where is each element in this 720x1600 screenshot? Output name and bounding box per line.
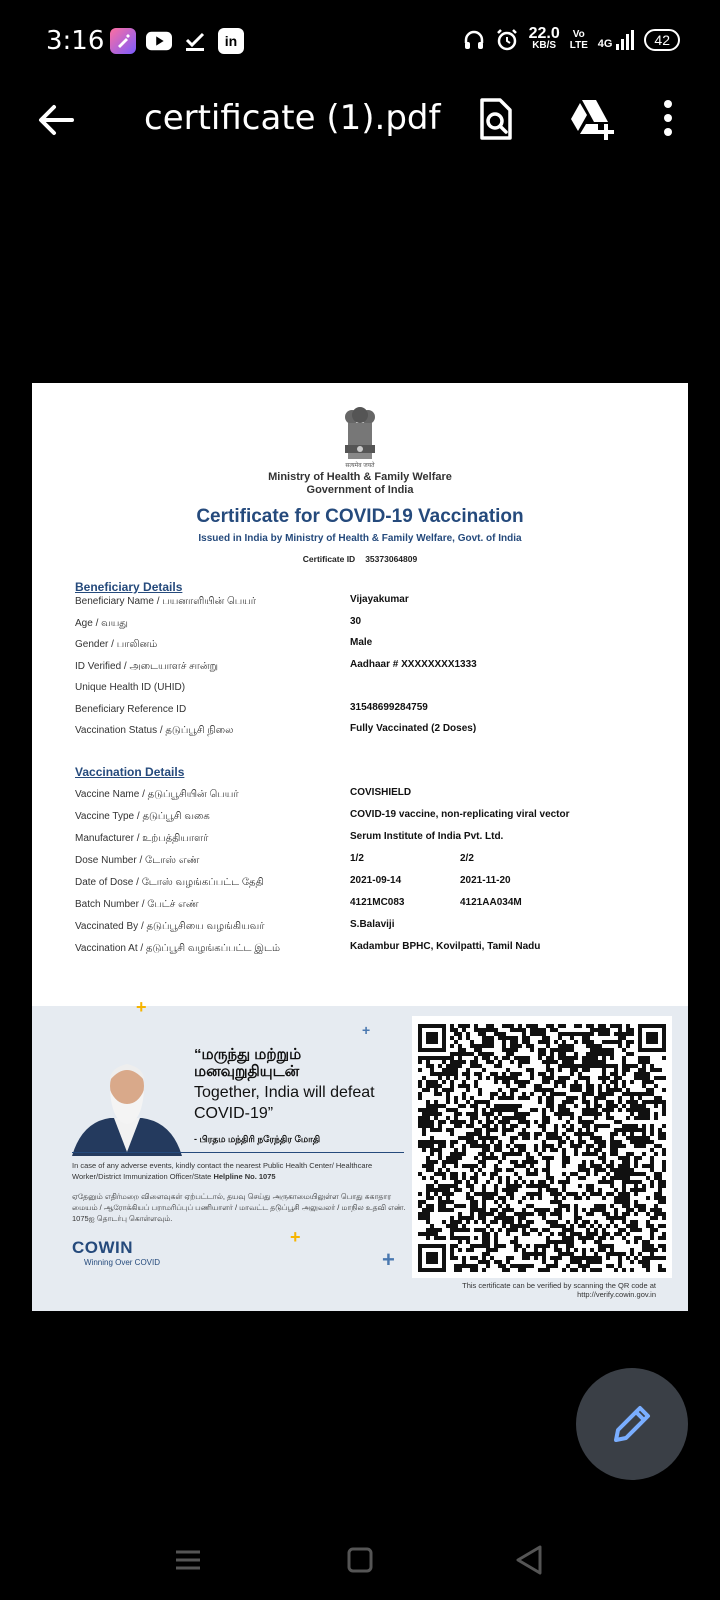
- certificate-footer: [32, 997, 688, 1311]
- emblem-motto: सत्यमेव जयते: [345, 463, 375, 469]
- triangle-back-icon: [510, 1540, 550, 1580]
- headset-icon: [463, 29, 485, 51]
- search-in-document-button[interactable]: [476, 98, 518, 140]
- edit-button[interactable]: [576, 1368, 688, 1480]
- more-options-button[interactable]: [656, 98, 680, 140]
- detail-row: [75, 615, 675, 632]
- detail-value: COVISHIELD: [350, 787, 412, 798]
- status-time: 3:16: [46, 26, 105, 56]
- detail-row: [75, 701, 675, 718]
- national-emblem-icon: [340, 405, 380, 469]
- detail-label: Vaccine Name / தடுப்பூசியின் பெயர்: [75, 789, 239, 800]
- detail-value-dose2: 2/2: [460, 853, 474, 864]
- detail-label: Gender / பாலினம்: [75, 639, 158, 650]
- certificate-id: Certificate ID 35373064809: [302, 554, 418, 564]
- detail-value: Fully Vaccinated (2 Doses): [350, 723, 477, 734]
- detail-row: [75, 855, 675, 869]
- detail-value: 2021-09-14: [350, 875, 402, 886]
- detail-row: [75, 943, 675, 957]
- detail-label: Beneficiary Name / பயனாளியின் பெயர்: [75, 596, 257, 607]
- qr-code: [412, 1016, 672, 1278]
- plus-decoration: +: [362, 1022, 371, 1038]
- detail-label: Vaccination At / தடுப்பூசி வழங்கப்பட்ட இடம்: [75, 943, 280, 954]
- detail-label: Batch Number / பேட்ச் எண்: [75, 899, 199, 910]
- prime-minister-portrait: [72, 1056, 182, 1156]
- app-shortcut-icon: [110, 28, 136, 54]
- detail-row: [75, 658, 675, 675]
- qr-caption: This certificate can be verified by scanning the QR code at http://verify.cowin.gov.in: [462, 1281, 656, 1299]
- detail-row: [75, 789, 675, 803]
- detail-value: Aadhaar # XXXXXXXX1333: [350, 658, 477, 670]
- detail-row: [75, 682, 675, 696]
- square-icon: [340, 1540, 380, 1580]
- document-search-icon: [476, 98, 516, 140]
- network-speed: 22.0 KB/S: [528, 25, 560, 51]
- system-nav-bar: [0, 1520, 720, 1600]
- detail-value: Kadambur BPHC, Kovilpatti, Tamil Nadu: [350, 941, 541, 952]
- detail-row: [75, 877, 675, 891]
- advisory-english: In case of any adverse events, kindly contact the nearest Public Health Center/ Healthcare Worker/District Immunization Officer/State Helpline No. 1075: [72, 1161, 373, 1181]
- footer-divider: [72, 1152, 404, 1153]
- ministry-name: Ministry of Health & Family Welfare Government of India: [268, 471, 452, 496]
- more-vert-icon: [656, 98, 680, 140]
- detail-label: ID Verified / அடையாளச் சான்று: [75, 660, 218, 672]
- detail-label: Dose Number / டோஸ் எண்: [75, 855, 200, 866]
- plus-decoration: +: [382, 1247, 395, 1272]
- download-done-icon: [182, 28, 208, 54]
- detail-label: Vaccinated By / தடுப்பூசியை வழங்கியவர்: [75, 921, 265, 932]
- plus-decoration: +: [136, 997, 147, 1017]
- home-button[interactable]: [340, 1540, 380, 1580]
- detail-value: 31548699284759: [350, 701, 428, 713]
- detail-value: Male: [350, 637, 373, 648]
- youtube-icon: [146, 28, 172, 54]
- pdf-page[interactable]: [32, 383, 688, 1311]
- battery-indicator: 42: [644, 29, 680, 51]
- arrow-left-icon: [36, 100, 76, 140]
- certificate-title: Certificate for COVID-19 Vaccination: [196, 506, 524, 527]
- detail-value: 30: [350, 615, 362, 627]
- detail-label: Beneficiary Reference ID: [75, 703, 187, 715]
- detail-row: [75, 899, 675, 913]
- detail-row: [75, 725, 675, 739]
- recents-button[interactable]: [168, 1540, 208, 1580]
- detail-value-dose2: 4121AA034M: [460, 897, 522, 908]
- detail-value: Vijayakumar: [350, 594, 409, 605]
- detail-label: Unique Health ID (UHID): [75, 682, 186, 693]
- beneficiary-details-heading: Beneficiary Details: [75, 580, 183, 594]
- pencil-icon: [610, 1402, 654, 1446]
- detail-label: Age / வயது: [75, 617, 128, 629]
- detail-value-dose2: 2021-11-20: [460, 875, 511, 886]
- detail-label: Vaccine Type / தடுப்பூசி வகை: [75, 811, 210, 822]
- detail-row: [75, 811, 675, 825]
- detail-value: COVID-19 vaccine, non-replicating viral vector: [350, 809, 570, 820]
- menu-icon: [168, 1540, 208, 1580]
- plus-decoration: +: [290, 1227, 301, 1247]
- detail-value: S.Balaviji: [350, 919, 395, 930]
- detail-label: Vaccination Status / தடுப்பூசி நிலை: [75, 725, 234, 736]
- status-bar: [0, 0, 720, 86]
- back-button[interactable]: [36, 100, 76, 140]
- pm-quote: “மருந்து மற்றும் மனவுறுதியுடன் Together, India will defeat COVID-19” - பிரதம மந்திரி நரேந்திர மோதி: [194, 1046, 375, 1144]
- detail-value: 1/2: [350, 853, 364, 864]
- add-to-drive-button[interactable]: [568, 98, 610, 140]
- volte-indicator: Vo LTE: [569, 29, 588, 51]
- vaccination-details-heading: Vaccination Details: [75, 765, 185, 779]
- status-indicators: [463, 25, 680, 52]
- detail-row: [75, 596, 675, 610]
- certificate-subtitle: Issued in India by Ministry of Health & Family Welfare, Govt. of India: [198, 533, 522, 544]
- detail-label: Manufacturer / உற்பத்தியாளர்: [75, 833, 209, 844]
- drive-add-icon: [568, 98, 614, 140]
- alarm-icon: [495, 28, 519, 52]
- detail-row: [75, 921, 675, 935]
- detail-row: [75, 833, 675, 847]
- detail-label: Date of Dose / டோஸ் வழங்கப்பட்ட தேதி: [75, 877, 264, 888]
- signal-indicator: 4G: [598, 30, 635, 50]
- notification-icons: [110, 28, 244, 54]
- app-bar: [0, 86, 720, 152]
- linkedin-icon: in: [218, 28, 244, 54]
- advisory-tamil: ஏதேனும் எதிர்மறை விளைவுகள் ஏற்பட்டால், தயவு செய்து அருகாமையிலுள்ள பொது சுகாதார மையம் / ஆரோக்கியப் பராமரிப்புப் பணியாளர் / மாவட்ட தடுப்பூசி அலுவலர் / மாநில உதவி எண். 1075ஐ தொடர்பு கொள்ளவும்.: [72, 1192, 406, 1223]
- cowin-logo: COWIN Winning Over COVID: [72, 1238, 161, 1267]
- detail-value: 4121MC083: [350, 897, 405, 908]
- detail-value: Serum Institute of India Pvt. Ltd.: [350, 831, 504, 842]
- detail-row: [75, 639, 675, 653]
- document-title: certificate (1).pdf: [144, 98, 441, 138]
- back-nav-button[interactable]: [510, 1540, 550, 1580]
